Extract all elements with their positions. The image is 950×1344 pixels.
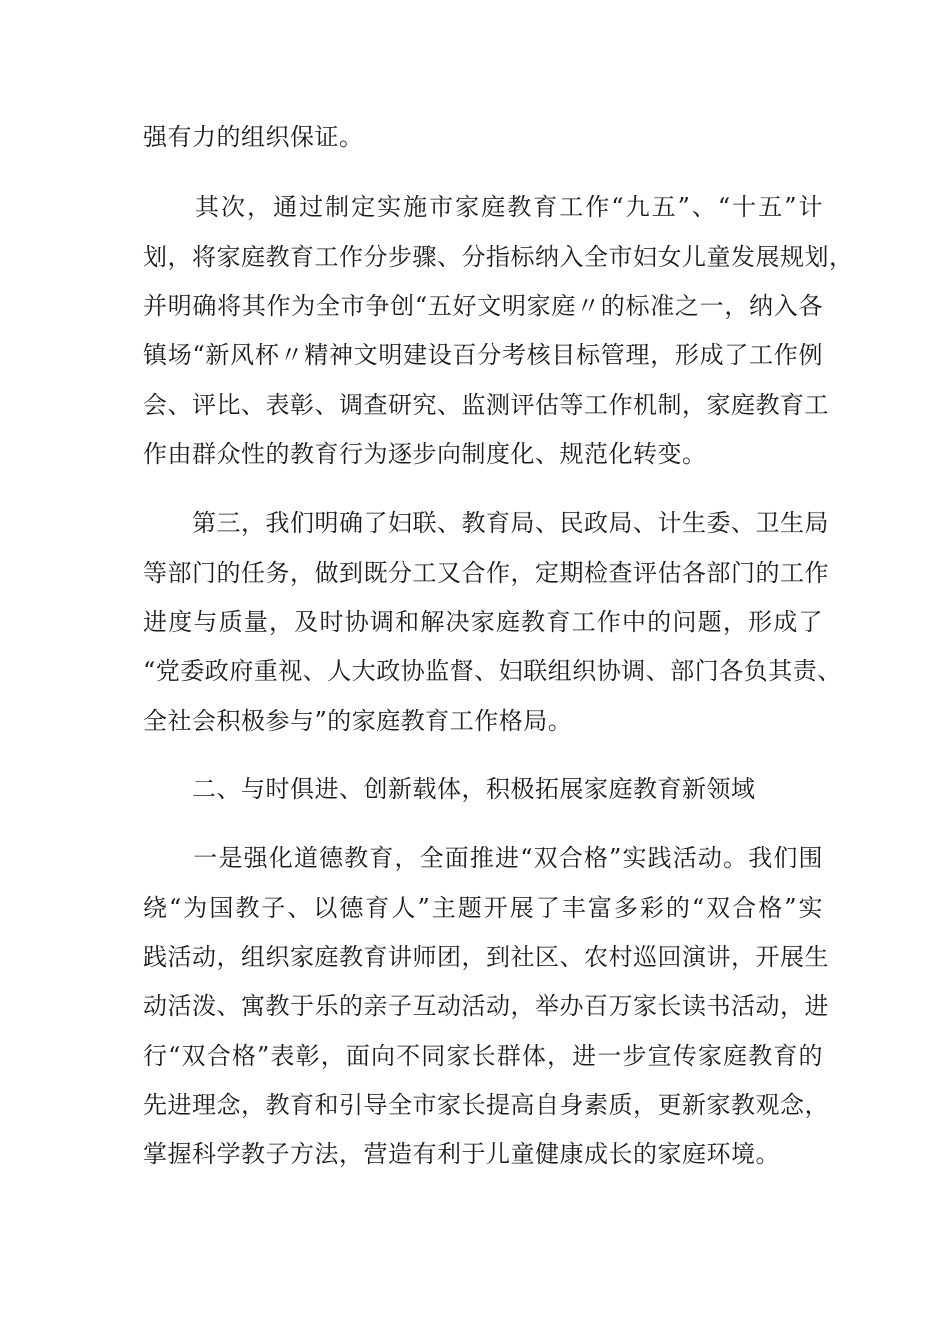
paragraph-1-line-1: 强有力的组织保证。 — [143, 123, 364, 151]
paragraph-5-line-3: 践活动，组织家庭教育讲师团，到社区、农村巡回演讲，开展生 — [143, 943, 829, 971]
paragraph-3-line-2: 等部门的任务，做到既分工又合作，定期检查评估各部门的工作 — [143, 559, 829, 587]
section-heading: 二、与时俱进、创新载体，积极拓展家庭教育新领域 — [143, 775, 756, 803]
paragraph-2-line-1: 其次，通过制定实施市家庭教育工作“九五”、“十五”计 — [143, 193, 823, 221]
paragraph-2-line-3: 并明确将其作为全市争创“五好文明家庭〃的标准之一，纳入各 — [143, 292, 823, 320]
paragraph-2-line-5: 会、评比、表彰、调查研究、监测评估等工作机制，家庭教育工 — [143, 391, 829, 419]
paragraph-5-line-5: 行“双合格”表彰，面向不同家长群体，进一步宣传家庭教育的 — [143, 1042, 823, 1070]
paragraph-5-line-4: 动活泼、寓教于乐的亲子互动活动，举办百万家长读书活动，进 — [143, 992, 829, 1020]
paragraph-3-line-1: 第三，我们明确了妇联、教育局、民政局、计生委、卫生局 — [143, 509, 829, 537]
paragraph-3-line-4: “党委政府重视、人大政协监督、妇联组织协调、部门各负其责、 — [143, 657, 842, 685]
paragraph-2-line-4: 镇场“新风杯〃精神文明建设百分考核目标管理，形成了工作例 — [143, 341, 823, 369]
paragraph-3-line-3: 进度与质量，及时协调和解决家庭教育工作中的问题，形成了 — [143, 608, 823, 636]
paragraph-5-line-7: 掌握科学教子方法，营造有利于儿童健康成长的家庭环境。 — [143, 1140, 780, 1168]
paragraph-3-line-5: 全社会积极参与”的家庭教育工作格局。 — [143, 707, 573, 735]
paragraph-2-line-2: 划，将家庭教育工作分步骤、分指标纳入全市妇女儿童发展规划， — [143, 243, 854, 271]
paragraph-5-line-2: 绕“为国教子、以德育人”主题开展了丰富多彩的“双合格”实 — [143, 894, 823, 922]
paragraph-5-line-1: 一是强化道德教育，全面推进“双合格”实践活动。我们围 — [143, 844, 823, 872]
paragraph-5-line-6: 先进理念，教育和引导全市家长提高自身素质，更新家教观念， — [143, 1091, 829, 1119]
paragraph-2-line-6: 作由群众性的教育行为逐步向制度化、规范化转变。 — [143, 440, 707, 468]
